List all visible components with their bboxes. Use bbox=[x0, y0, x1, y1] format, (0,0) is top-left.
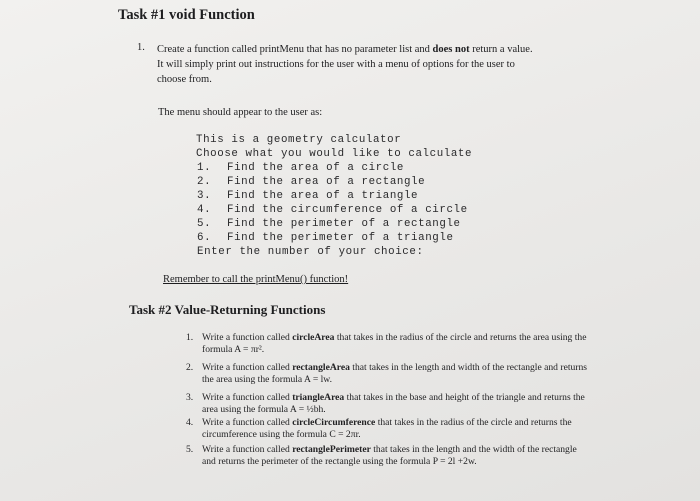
task1-heading: Task #1 void Function bbox=[118, 7, 255, 23]
menu-header-line-1: This is a geometry calculator bbox=[196, 134, 402, 146]
menu-header-line-2: Choose what you would like to calculate bbox=[196, 148, 473, 160]
task2-item: 2. Write a function called rectangleArea that takes in the length and width of the rectangle and returns the area using the formula A = lw. bbox=[186, 362, 588, 386]
menu-item: 2. Find the area of a rectangle bbox=[197, 176, 426, 188]
menu-item: 6. Find the perimeter of a triangle bbox=[197, 232, 454, 244]
task2-heading: Task #2 Value-Returning Functions bbox=[129, 302, 326, 317]
task1-item-line-1: Create a function called printMenu that has no parameter list and does not return a value. bbox=[157, 44, 533, 55]
task2-item: 4. Write a function called circleCircumference that takes in the radius of the circle and returns the circumference using the formula C = 2πr. bbox=[186, 417, 572, 441]
reminder-note: Remember to call the printMenu() function! bbox=[163, 274, 349, 285]
menu-prompt: Enter the number of your choice: bbox=[197, 246, 424, 258]
task1-item-line-2: It will simply print out instructions for the user with a menu of options for the user to bbox=[157, 59, 515, 70]
menu-intro: The menu should appear to the user as: bbox=[158, 107, 323, 118]
menu-item: 4. Find the circumference of a circle bbox=[197, 204, 468, 216]
task2-item: 3. Write a function called triangleArea that takes in the base and height of the triangle and returns the area using the formula A = ½bh. bbox=[186, 392, 585, 416]
menu-item: 5. Find the perimeter of a rectangle bbox=[197, 218, 461, 230]
task2-item: 5. Write a function called rectanglePerimeter that takes in the length and the width of the rectangle and returns the perimeter of the rectangle using the formula P = 2l +2w. bbox=[186, 444, 577, 468]
task2-item: 1. Write a function called circleArea that takes in the radius of the circle and returns the area using the formula A = πr². bbox=[186, 332, 587, 356]
task1-item-line-3: choose from. bbox=[157, 74, 212, 85]
menu-item: 1. Find the area of a circle bbox=[197, 162, 404, 174]
task1-item-number: 1. bbox=[137, 42, 145, 53]
menu-item: 3. Find the area of a triangle bbox=[197, 190, 419, 202]
